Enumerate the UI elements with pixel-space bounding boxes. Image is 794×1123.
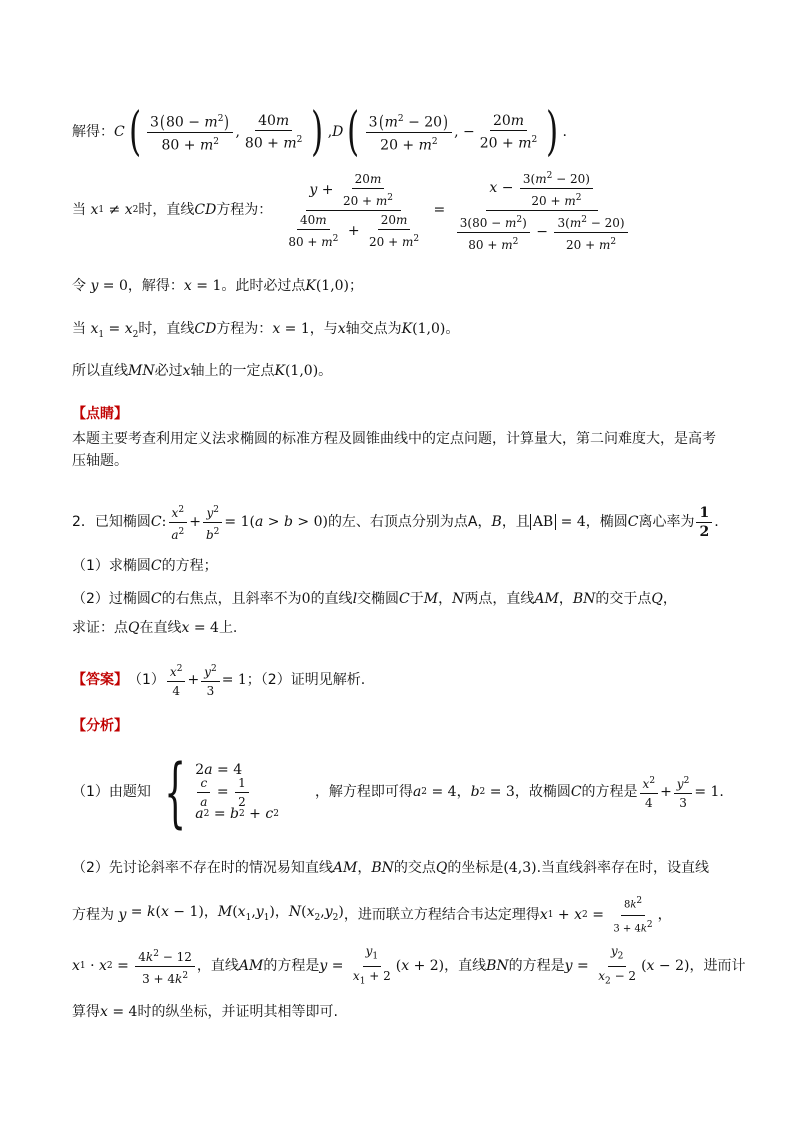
question-2: 2．已知椭圆 C : $\frac{x^2}{a^2}$ + $\frac{y^2}{b^2}$ = 1(a > b > 0) 的左、右顶点分别为点A， B ，且 AB = 4 ，椭圆 C 离心率为 $\frac{1}{2}$ . bbox=[72, 502, 719, 542]
sub-question-1: （1）求椭圆C的方程； bbox=[72, 558, 218, 574]
analysis-part-5: 算得x = 4时的纵坐标，并证明其相等即可. bbox=[72, 1004, 338, 1020]
answer-line: 【答案】 （1） $\frac{x^2}{4}$ + $\frac{y^2}{3}$ = 1 ；（2）证明见解析. bbox=[72, 660, 365, 700]
dianjing-tag: 【点睛】 bbox=[72, 406, 128, 422]
analysis-tag: 【分析】 bbox=[72, 718, 128, 734]
analysis-part-3: 方程为 y = k(x − 1)，$M(x_1,y_1)$，$N(x_2,y_2)$ ，进而联立方程结合韦达定理得 x 1 + x 2 = $\frac{8k^2}{3 + 4k^2}$ ， bbox=[72, 898, 672, 932]
analysis-part-2: （2）先讨论斜率不存在时的情况易知直线AM，BN的交点Q的坐标是(4,3).当直线斜率存在时，设直线 bbox=[72, 860, 710, 876]
analysis-part-1: （1）由题知 { 2 a = 4 $\frac{c}{a}$ = $\frac{1}{2}$ a 2 = b 2 + c 2 ，解方程即可得 a 2 = 4， b 2 = 3 ，故椭圆 C 的方程是 $\frac{x^2}{4}$ + $\frac{y^2}{3}$ = 1. bbox=[72, 747, 724, 836]
line-cd-equation: 当 x 1 ≠ x 2 时，直线 CD 方程为： y + $\frac{20m}{20 + m^2}$ $\frac{40m}{80 + m^2}$ + $\frac{20m}{20 + m^2}$ = x − $\frac{3(m^2 - 20)}{20 + m^2}$ $\frac{3(80 - m^2)}{80 + m^2}$ − $\frac{3(m^2 - 20)}{20 + m^2}$ bbox=[72, 168, 635, 252]
let-y-zero: 令 y = 0，解得：x = 1。此时必过点K(1,0)； bbox=[72, 278, 364, 294]
dianjing-text: 本题主要考查利用定义法求椭圆的标准方程及圆锥曲线中的定点问题，计算量大，第二问难度大，是高考压轴题。 bbox=[72, 431, 716, 469]
analysis-part-4: x 1 · x 2 = $\frac{4k^2 - 12}{3 + 4k^2}$ ，直线 AM 的方程是 y = $\frac{y_1}{x_1 + 2}$ (x + 2) ，直线 BN 的方程是 y = $\frac{y_2}{x_2 - 2}$ (x − 2) ，进而计 bbox=[72, 944, 746, 986]
solution-cd-points: 解得： C ( $\frac{3(80 - m^2)}{80 + m^2}$ , $\frac{40m}{80 + m^2}$ ) , D ( $\frac{3(m^2 - 20)}{20 + m^2}$ , − $\frac{20m}{20 + m^2}$ ) . bbox=[72, 102, 567, 162]
conclusion-line: 所以直线MN必过x轴上的一定点K(1,0)。 bbox=[72, 363, 333, 379]
sub-question-2: （2）过椭圆C的右焦点，且斜率不为0的直线l交椭圆C于M，N两点，直线AM，BN的交于点Q， bbox=[72, 591, 677, 607]
when-x1-equals-x2: 当 $x_1 = x_2$时，直线CD方程为：x = 1，与x轴交点为K(1,0)。 bbox=[72, 321, 460, 340]
sub-question-2-cont: 求证：点Q在直线x = 4上. bbox=[72, 620, 238, 636]
solve-label: 解得： bbox=[72, 124, 114, 140]
